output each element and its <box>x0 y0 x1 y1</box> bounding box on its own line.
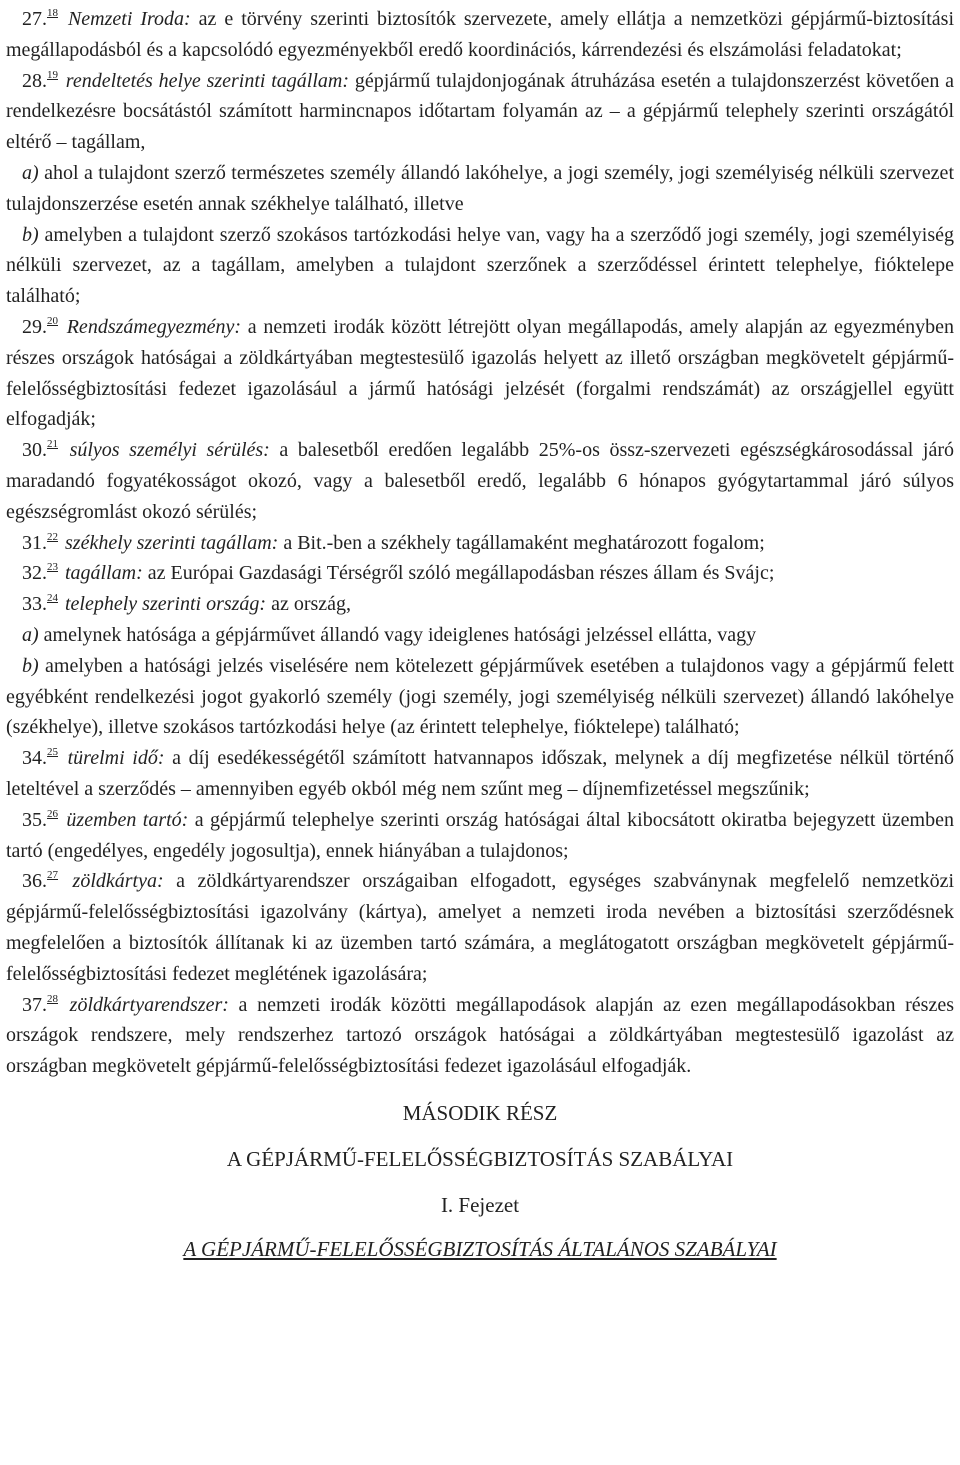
definition-33 <box>6 589 954 620</box>
footnote-link-23[interactable]: 23 <box>47 561 58 574</box>
defined-term: türelmi idő: <box>67 747 165 770</box>
item-number: 33. <box>22 593 47 616</box>
definition-27 <box>6 4 954 66</box>
footnote-link-22[interactable]: 22 <box>47 530 58 543</box>
sub-item-text: amelyben a tulajdont szerző szokásos tartózkodási helye van, vagy ha a szerződő jogi személy, jogi személyiség nélküli szervezet, az a tagállam, amelyben a tulajdont szerzőnek a szerződéssel érintett telephelye, fióktelepe található; <box>6 223 954 308</box>
footnote-link-27[interactable]: 27 <box>47 869 58 882</box>
definition-text: a zöldkártyarendszer országaiban elfogadott, egységes szabványnak megfelelő nemzetközi gépjármű-felelősségbiztosítási igazolvány (kártya), amelyet a nemzeti iroda nevében a biztosítási szerződésnek megfelelően a biztosítók állítanak ki az üzemben tartó számára, a meglátogatott országban megkövetelt gépjármű-felelősségbiztosítási fedezet meglétének igazolására; <box>6 870 955 985</box>
definition-30 <box>6 435 954 527</box>
item-number: 31. <box>22 531 47 554</box>
item-number: 37. <box>22 993 47 1016</box>
definition-36 <box>6 866 954 989</box>
definition-28 <box>6 66 954 158</box>
definition-37 <box>6 990 954 1082</box>
sub-item-marker: a) <box>22 161 39 184</box>
defined-term: Rendszámegyezmény: <box>66 315 242 338</box>
defined-term: üzemben tartó: <box>66 808 189 831</box>
definition-text: a balesetből eredően legalább 25%-os össz-szervezeti egészségkárosodással járó maradandó fogyatékosságot okozó, vagy a balesetből eredő, legalább 6 hónapos gyógytartammal járó súlyos egészségromlást okozó sérülés; <box>6 439 955 523</box>
part-title: A GÉPJÁRMŰ-FELELŐSSÉGBIZTOSÍTÁS SZABÁLYAI <box>226 1146 734 1171</box>
chapter-heading: I. Fejezet <box>440 1192 520 1217</box>
part-heading: MÁSODIK RÉSZ <box>402 1100 558 1125</box>
sub-item-text: ahol a tulajdont szerző természetes személy állandó lakóhelye, a jogi személy, jogi személyiség nélküli szervezet tulajdonszerzése esetén annak székhelye található, illetve <box>6 161 954 215</box>
defined-term: rendeltetés helye szerinti tagállam: <box>65 69 350 92</box>
item-number: 27. <box>22 8 47 30</box>
footnote-link-21[interactable]: 21 <box>47 438 58 451</box>
definition-32 <box>6 558 954 589</box>
definition-28-a <box>6 158 954 220</box>
definition-text: a nemzeti irodák közötti megállapodások alapján az ezen megállapodásokban részes országok rendszere, mely rendszerhez tartozó országok hatóságai a zöldkártyában megtestesülő igazolást az országban megkövetelt gépjármű-felelősségbiztosítási fedezet igazolásául elfogadják. <box>6 993 955 1078</box>
definition-31 <box>6 528 954 559</box>
definition-34 <box>6 743 954 805</box>
item-number: 34. <box>22 747 47 770</box>
footnote-link-19[interactable]: 19 <box>47 68 58 81</box>
sub-item-text: amelyben a hatósági jelzés viselésére nem kötelezett gépjárművek esetében a tulajdonos vagy a gépjármű felett egyébként rendelkezési jogot gyakorló személy (jogi személy, jogi személyiség nélküli szervezet) állandó lakóhelye (székhelye), illetve szokásos tartózkodási helye (az érintett telephelye, fióktelepe) található; <box>6 654 954 739</box>
chapter-title: A GÉPJÁRMŰ-FELELŐSSÉGBIZTOSÍTÁS ÁLTALÁNOS SZABÁLYAI <box>183 1236 777 1261</box>
item-number: 30. <box>22 439 47 462</box>
defined-term: Nemzeti Iroda: <box>67 8 191 30</box>
definition-text: a Bit.-ben a székhely tagállamaként meghatározott fogalom; <box>278 531 765 554</box>
definition-text: a nemzeti irodák között létrejött olyan megállapodás, amely alapján az egyezményben részes országok hatóságai a zöldkártyában megtestesülő igazolás helyett az illető országban megkövetelt gépjármű-felelősségbiztosítási fedezet igazolásául a jármű hatósági jelzését (forgalmi rendszámát) az országjellel együtt elfogadják; <box>6 315 955 431</box>
definition-35 <box>6 805 954 867</box>
defined-term: tagállam: <box>65 562 143 585</box>
sub-item-text: amelynek hatósága a gépjárművet állandó vagy ideiglenes hatósági jelzéssel ellátta, vagy <box>38 623 757 646</box>
sub-item-marker: a) <box>22 623 39 646</box>
definition-33-a <box>6 620 954 651</box>
footnote-link-24[interactable]: 24 <box>47 592 58 605</box>
footnote-link-28[interactable]: 28 <box>47 992 58 1005</box>
definition-33-b <box>6 651 954 743</box>
item-number: 35. <box>22 808 47 831</box>
footnote-link-25[interactable]: 25 <box>47 746 58 759</box>
footnote-link-20[interactable]: 20 <box>47 314 58 327</box>
sub-item-marker: b) <box>22 223 39 246</box>
defined-term: telephely szerinti ország: <box>65 593 267 616</box>
definition-text: az e törvény szerinti biztosítók szervezete, amely ellátja a nemzetközi gépjármű-biztosítási megállapodásból és a kapcsolódó egyezményekből eredő koordinációs, kárrendezési és elszámolási feladatokat; <box>6 8 954 61</box>
definition-text: az Európai Gazdasági Térségről szóló megállapodásban részes állam és Svájc; <box>142 562 775 585</box>
definition-text: a díj esedékességétől számított hatvannapos időszak, melynek a díj megfizetése nélkül történő leteltével a szerződés – amennyiben egyéb okból még nem szűnt meg – díjnemfizetéssel megszűnik; <box>6 747 955 800</box>
defined-term: zöldkártyarendszer: <box>69 993 229 1016</box>
item-number: 29. <box>22 315 47 338</box>
item-number: 28. <box>22 69 47 92</box>
definition-29 <box>6 312 954 435</box>
item-number: 36. <box>22 870 47 893</box>
definition-text: gépjármű tulajdonjogának átruházása esetén a tulajdonszerzést követően a rendelkezésre bocsátástól számított harmincnapos időtartam folyamán az – a gépjármű telephely szerinti országától eltérő – tagállam, <box>6 69 954 154</box>
definition-text: a gépjármű telephelye szerinti ország hatóságai által kibocsátott okiratba bejegyzett üzemben tartó (engedélyes, engedély jogosultja), ennek hiányában a tulajdonos; <box>6 808 954 862</box>
footnote-link-18[interactable]: 18 <box>47 7 58 19</box>
footnote-link-26[interactable]: 26 <box>47 807 58 820</box>
defined-term: zöldkártya: <box>72 870 164 893</box>
defined-term: súlyos személyi sérülés: <box>69 439 270 462</box>
definition-text: az ország, <box>266 593 352 616</box>
item-number: 32. <box>22 562 47 585</box>
sub-item-marker: b) <box>22 654 39 677</box>
definition-28-b <box>6 220 954 312</box>
defined-term: székhely szerinti tagállam: <box>65 531 279 554</box>
